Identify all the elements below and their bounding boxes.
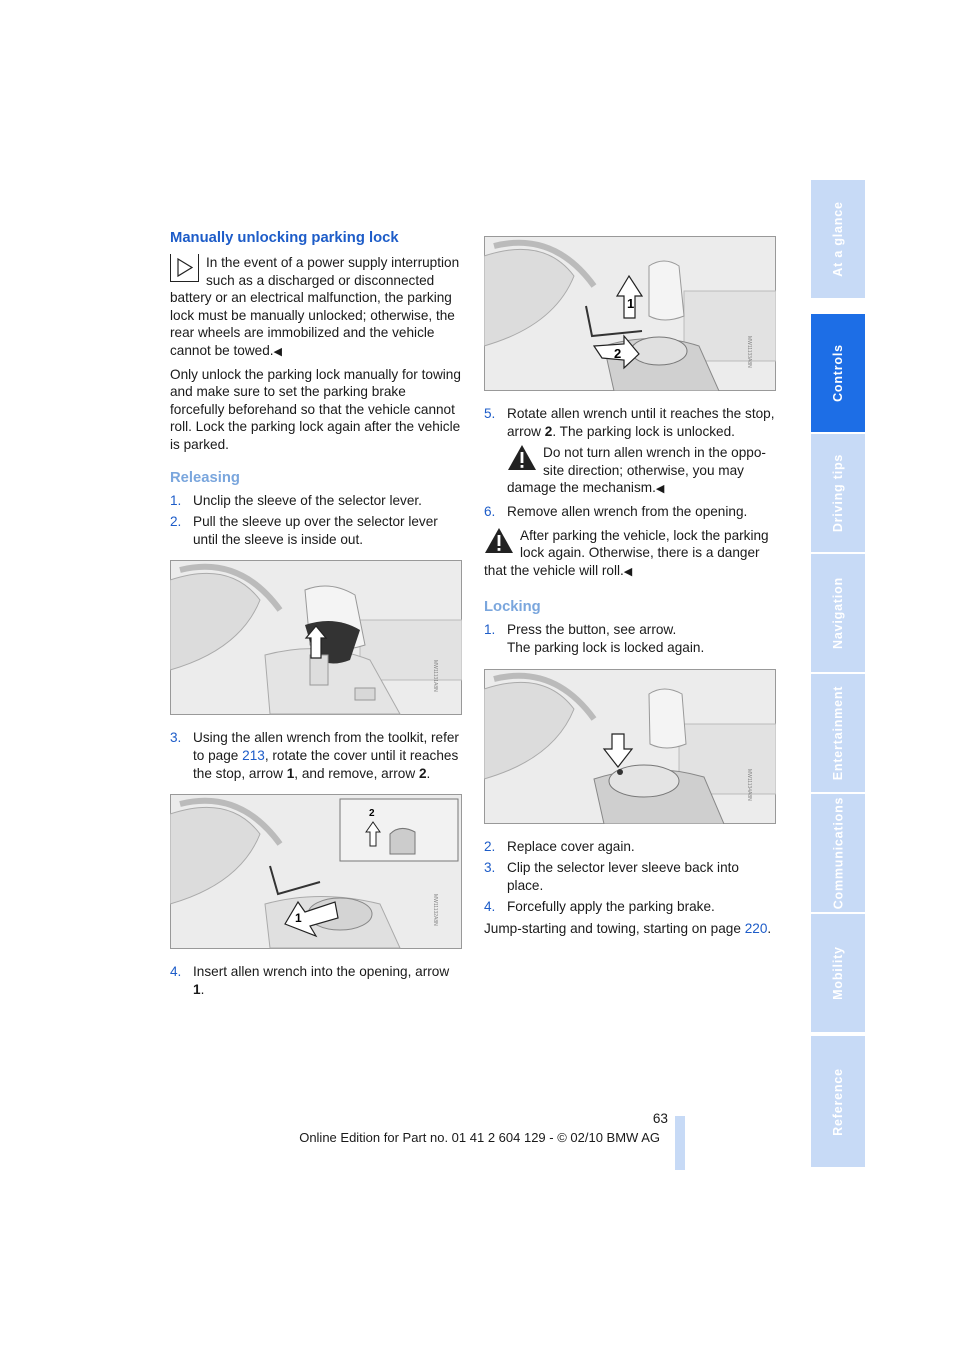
footer-edition-text: Online Edition for Part no. 01 41 2 604 129 - © 02/10 BMW AG	[299, 1130, 660, 1145]
releasing-steps-cont2	[170, 963, 463, 998]
info-note	[170, 254, 463, 362]
figure-ref-code: MW11134A8N	[746, 768, 753, 801]
footer-accent-bar	[675, 1116, 685, 1170]
arrow-label: 1	[627, 296, 635, 311]
tab-communications[interactable]: Communications	[811, 794, 865, 912]
list-item: 4. Forcefully apply the parking brake.	[484, 899, 715, 915]
warning-note-text: Do not turn allen wrench in the opposite direction; otherwise, you may damage the mechanism.	[507, 445, 766, 496]
page-link-213[interactable]: 213	[242, 747, 265, 763]
left-column	[170, 228, 463, 1002]
selector-lever-sleeve-illustration	[170, 560, 462, 715]
list-item: 1. Press the button, see arrow. The parking lock is locked again.	[484, 622, 705, 655]
warning-note	[507, 444, 777, 499]
figure-ref-code: MW11133A8N	[746, 336, 753, 368]
info-note-text: In the event of a power supply interruption such as a discharged or disconnected battery or an electrical malfunction, the parking lock must be manually unlocked; otherwise, the rear wheels are immobilized and the vehicle cannot be towed.	[170, 255, 460, 358]
figure-ref-code: MW11132A8N	[432, 894, 439, 926]
list-item: 2. Replace cover again.	[484, 838, 635, 854]
warning-triangle-icon	[484, 527, 514, 556]
arrow-label: 2	[614, 346, 622, 361]
list-item: 1. Unclip the sleeve of the selector lever.	[170, 492, 422, 508]
warning-triangle-icon	[507, 444, 537, 473]
towing-paragraph: Only unlock the parking lock manually for towing and make sure to set the parking brake forcefully beforehand so that the vehicle cannot roll. Lock the parking lock again after the vehicle is parked.	[170, 366, 461, 452]
right-column	[484, 236, 777, 943]
releasing-steps	[170, 492, 463, 549]
warning-note-text: After parking the vehicle, lock the parking lock again. Otherwise, there is a danger that the vehicle will roll.	[484, 527, 769, 578]
tab-entertainment[interactable]: Entertainment	[811, 674, 865, 792]
releasing-heading: Releasing	[170, 469, 240, 486]
tab-reference[interactable]: Reference	[811, 1036, 865, 1167]
page-link-220[interactable]: 220	[744, 920, 768, 936]
tab-navigation[interactable]: Navigation	[811, 554, 865, 672]
list-item: 6. Remove allen wrench from the opening.	[484, 503, 748, 519]
play-triangle-icon	[170, 254, 200, 283]
tab-controls[interactable]: Controls	[811, 314, 865, 432]
figure-rotate-cover	[170, 794, 463, 949]
figure-selector-sleeve	[170, 560, 463, 715]
list-item: 3. Clip the selector lever sleeve back into place.	[484, 860, 739, 893]
releasing-steps-cont	[170, 729, 463, 782]
press-button-illustration	[484, 669, 776, 824]
figure-press-button	[484, 669, 777, 824]
end-mark-icon: ◀	[273, 345, 283, 358]
list-item: 3. Using the allen wrench from the toolkit, refer to page 213, rotate the cover until it reaches the stop, arrow 1, and remove, arrow 2.	[170, 730, 459, 781]
cross-reference: Jump-starting and towing, starting on page 220.	[484, 920, 772, 936]
releasing-steps-right2	[484, 503, 777, 521]
locking-steps	[484, 621, 777, 656]
section-title: Manually unlocking parking lock	[170, 230, 399, 246]
chapter-tabs	[811, 180, 865, 1167]
locking-steps-cont	[484, 838, 777, 916]
insert-wrench-illustration	[484, 236, 776, 391]
list-item: 4. Insert allen wrench into the opening, arrow 1.	[170, 964, 450, 997]
figure-insert-wrench	[484, 236, 777, 391]
figure-ref-code: MW11131A8N	[432, 660, 439, 693]
end-mark-icon: ◀	[655, 483, 665, 496]
releasing-steps-right	[484, 405, 777, 440]
locking-heading: Locking	[484, 599, 541, 616]
tab-at-a-glance[interactable]: At a glance	[811, 180, 865, 298]
list-item: 5. Rotate allen wrench until it reaches the stop, arrow 2. The parking lock is unlocked.	[484, 406, 775, 439]
tab-driving-tips[interactable]: Driving tips	[811, 434, 865, 552]
warning-note	[484, 527, 777, 582]
rotate-cover-illustration	[170, 794, 462, 949]
inset-arrow-label: 2	[369, 808, 375, 820]
page-number: 63	[652, 1111, 668, 1126]
tab-mobility[interactable]: Mobility	[811, 914, 865, 1032]
arrow-label: 1	[295, 911, 302, 926]
end-mark-icon: ◀	[623, 565, 633, 578]
list-item: 2. Pull the sleeve up over the selector lever until the sleeve is inside out.	[170, 514, 438, 547]
